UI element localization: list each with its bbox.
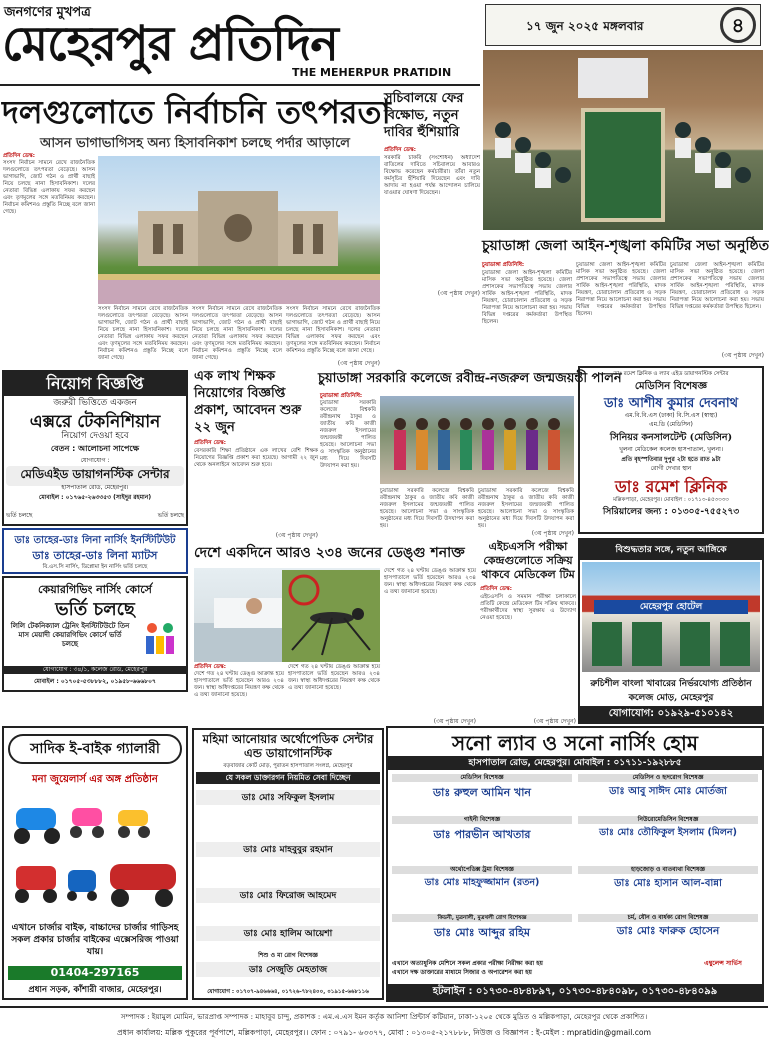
ad-mahima-doctor-4: ডাঃ মোঃ হালিম আয়েশা (196, 926, 380, 941)
sachib-continued: (৩য় পৃষ্ঠায় দেখুন) (437, 290, 480, 297)
teacher-body: বেসরকারি শিক্ষা প্রতিষ্ঠানে এক লাখের বেশি শিক্ষক নিয়োগের বিজ্ঞপ্তি প্রকাশ করা হয়েছে। আগামী ২২ জুন থেকে অনলাইনে আবেদন শুরু হবে। (194, 448, 318, 468)
ad-sono-spec-7: কিডনী, মুত্রনালী, মুত্রথলী রোগ বিশেষজ্ঞ (392, 914, 572, 922)
ad-recruitment-title: নিয়োগ বিজ্ঞপ্তি (4, 372, 186, 396)
ad-doctor-line1: ডাঃ রমেশ ক্লিনিক ও ল্যাব এইড ডায়াগনস্টিক সেন্টার (613, 371, 729, 377)
hsc-dateline: প্রতিদিন ডেস্ক: (480, 586, 512, 592)
teacher-dateline: প্রতিদিন ডেস্ক: (194, 440, 226, 446)
ad-recruitment (2, 370, 188, 526)
ad-ebike (2, 726, 188, 1000)
ad-nursing-title1: ডাঃ তাহের-ডাঃ লিনা নার্সিং ইনস্টিটিউট (14, 535, 176, 546)
hotel-sign: মেহেরপুর হোটেল (639, 602, 703, 612)
ad-doctor-degree2: এম.ডি (মেডিসিন) (649, 421, 693, 428)
ad-doctor-hospital: খুলনা মেডিকেল কলেজ হাসপাতাল, খুলনা। (619, 446, 723, 453)
ad-nursing-title2: ডাঃ তাহের-ডাঃ লিনা ম্যাটস (32, 549, 158, 562)
ad-doctor-clinic: ডাঃ রমেশ ক্লিনিক (614, 477, 728, 496)
sachib-dateline: প্রতিদিন ডেস্ক: (384, 147, 416, 153)
caregiving-logo (138, 620, 182, 660)
ad-sono-doctor-7: ডাঃ মোঃ আব্দুর রহিম (434, 926, 530, 939)
chuadanga-continued: (৩য় পৃষ্ঠায় দেখুন) (721, 352, 764, 359)
ad-ebike-title: সাদিক ই-বাইক গ্যালারী (8, 734, 182, 764)
college-continued: (৩য় পৃষ্ঠায় দেখুন) (531, 530, 574, 537)
dengue-body-col1: দেশে গত ২৪ ঘণ্টায় ডেঙ্গু আক্রান্ত হয়ে হাসপাতালে ভর্তি হয়েছেন আরও ২৩৪ জন। স্বাস্থ্য অধিদপ্তরের নিয়ন্ত্রণ কক্ষ থেকে এ তথ্য জানানো হয়েছে। (194, 671, 284, 698)
ad-sono-note1: এখানে অত্যাধুনিক মেশিনে সকল প্রকার পরীক্ষা নিরীক্ষা করা হয় (392, 960, 543, 967)
ad-sono-doctor-6: ডাঃ মোঃ হাসান আল-বান্না (614, 878, 722, 889)
ad-mahima-address: বড়বাজার কোর্ট মোড়, পুরাতন হাসপাতাল সংলগ্ন, মেহেরপুর (223, 763, 353, 769)
ad-doctor-specialty: মেডিসিন বিশেষজ্ঞ (634, 381, 708, 392)
lead-body-col3: সংসদ নির্বাচন সামনে রেখে রাজনৈতিক দলগুলোতে তৎপরতা বেড়েছে। আসন ভাগাভাগি, জোট গঠন ও প্রার্থী বাছাই নিয়ে চলছে নানা হিসাবনিকাশ। দলের নেতারা বিভিন্ন এলাকায় সফর করছেন এবং তৃণমূলের সঙ্গে মতবিনিময় করছেন। নির্বাচন কমিশনও প্রস্তুতি নিচ্ছে বলে জানা গেছে। (192, 306, 282, 361)
college-event-photo (380, 396, 574, 484)
dengue-continued: (৩য় পৃষ্ঠায় দেখুন) (433, 718, 476, 725)
dengue-body-col2: দেশে গত ২৪ ঘণ্টায় ডেঙ্গু আক্রান্ত হয়ে হাসপাতালে ভর্তি হয়েছেন আরও ২৩৪ জন। স্বাস্থ্য অধিদপ্তরের নিয়ন্ত্রণ কক্ষ থেকে এ তথ্য জানানো হয়েছে। (288, 664, 380, 691)
ad-medicine-doctor (578, 366, 764, 534)
chuadanga-dateline: চুয়াডাঙ্গা প্রতিনিধি: (482, 262, 525, 268)
college-body: চুয়াডাঙ্গা সরকারি কলেজে বিশ্বকবি রবীন্দ্রনাথ ঠাকুর ও জাতীয় কবি কাজী নজরুল ইসলামের জন্মজয়ন্তী পালিত হয়েছে। আলোচনা সভা ও সাংস্কৃতিক অনুষ্ঠানের মধ্য দিয়ে দিবসটি উদযাপন করা হয়। (320, 400, 376, 469)
ad-caregiving-sub: ভর্তি চলছে (55, 599, 135, 620)
footer-rule (0, 1006, 768, 1008)
dengue-dateline: প্রতিদিন ডেস্ক: (194, 664, 226, 670)
ad-sono (386, 726, 764, 1002)
chuadanga-body-col1: চুয়াডাঙ্গা জেলা আইন-শৃঙ্খলা কমিটির মাসিক সভা অনুষ্ঠিত হয়েছে। জেলা প্রশাসকের সভাপতিত্বে সভায় জেলার সার্বিক আইন-শৃঙ্খলা পরিস্থিতি, মাদক নিয়ন্ত্রণ, চোরাচালান প্রতিরোধ ও সড়ক নিরাপত্তা নিয়ে আলোচনা করা হয়। সভায় বিভিন্ন দপ্তরের কর্মকর্তারা উপস্থিত ছিলেন। (482, 270, 572, 325)
ad-mahima (192, 728, 384, 1000)
ad-nursing-note: বি.এস.সি নার্সিং, ডিপ্লোমা ইন নার্সিং ভর্তি চলছে (42, 564, 148, 570)
teacher-continued: (৩য় পৃষ্ঠায় দেখুন) (275, 532, 318, 539)
ad-sono-spec-8: চর্ম, যৌন ও বার্ধক্য রোগ বিশেষজ্ঞ (578, 914, 758, 922)
ad-mahima-tag: শিশু ও মা রোগ বিশেষজ্ঞ (258, 952, 318, 959)
lead-headline: দলগুলোতে নির্বাচনি তৎপরতা (2, 93, 391, 131)
ad-mahima-doctor-5: ডাঃ সেজুতি মেহতাজ (196, 962, 380, 977)
ad-recruitment-mobile: মোবাইল : ০১৭৬৫-২৬৩৩৫৩ (সাইদুর রহমান) (38, 494, 152, 501)
ad-hotel-line: রুচিশীল বাংলা খাবারের নির্ভরযোগ্য প্রতিষ্ঠান (590, 679, 752, 689)
ad-sono-doctor-1: ডাঃ রুহুল আমিন খান (433, 786, 531, 799)
sachib-body: সরকারি চাকরি (সংশোধন) অধ্যাদেশ বাতিলের দাবিতে সচিবালয়ে আবারও বিক্ষোভ করেছেন কর্মচারীরা। তাঁরা নতুন কর্মসূচির হুঁশিয়ারি দিয়েছেন এবং দাবি আদায় না হওয়া পর্যন্ত আন্দোলন চালিয়ে যাওয়ার ঘোষণা দিয়েছেন। (384, 155, 480, 196)
masthead-rule (0, 84, 480, 86)
footer-line1: সম্পাদক : ইয়ামুল মোমিন, ভারপ্রাপ্ত সম্পাদক : মাহাবুব চান্দু, প্রকাশক : এম.এ.এস ইমন কর্তৃক আনিশা প্রিন্টার্স কটিয়ান, ঢাকা-১২০৫ থেকে মুদ্রিত ও মল্লিকপাড়া, মেহেরপুর থেকে প্রকাশিত। (120, 1012, 648, 1021)
ad-mahima-doctor-1: ডাঃ মোঃ সফিকুল ইসলাম (196, 790, 380, 805)
ad-nursing-institute (2, 528, 188, 574)
ad-sono-spec-1: মেডিসিন বিশেষজ্ঞ (392, 774, 572, 782)
hsc-continued: (৩য় পৃষ্ঠায় দেখুন) (533, 718, 576, 725)
ad-doctor-schedule: প্রতি বৃহস্পতিবার দুপুর ২টা হতে রাত ৯টা (621, 456, 721, 463)
ad-sono-spec-2: মেডিসিন ও হৃদরোগ বিশেষজ্ঞ (578, 774, 758, 782)
ad-hotel-banner: বিশুদ্ধতার সঙ্গে, নতুন আঙ্গিকে (580, 540, 762, 560)
ad-ebike-sub: মনা জুয়েলার্স এর অঙ্গ প্রতিষ্ঠান (32, 774, 158, 785)
ad-sono-doctor-4: ডাঃ মোঃ তৌফিকুল ইসলাম (মিলন) (599, 827, 737, 838)
ad-mahima-title: মহিমা আনোয়ার অর্থোপেডিক সেন্টার এন্ড ডায়াগোনস্টিক (202, 732, 374, 760)
ad-caregiving-address: যোগাযোগ : ৩৪/১, কলেজ রোড, মেহেরপুর (4, 666, 186, 674)
lead-continued: (৩য় পৃষ্ঠায় দেখুন) (337, 360, 380, 367)
ad-sono-doctor-3: ডাঃ পারভীন আখতার (433, 828, 531, 841)
ad-sono-spec-6: হাড়জোড় ও বাতব্যথা বিশেষজ্ঞ (578, 866, 758, 874)
hsc-body: এইচএসসি ও সমমান পরীক্ষা চলাকালে প্রতিটি কেন্দ্রে মেডিকেল টিম সক্রিয় থাকবে। পরীক্ষার্থীদের স্বাস্থ্য সুরক্ষায় এ উদ্যোগ নেওয়া হয়েছে। (480, 594, 576, 621)
hsc-headline: এইচএসসি পরীক্ষা কেন্দ্রগুলোতে সক্রিয় থাকবে মেডিকেল টিম (481, 540, 575, 581)
issue-date: ১৭ জুন ২০২৫ মঙ্গলবার (526, 19, 644, 33)
lead-body-col4: সংসদ নির্বাচন সামনে রেখে রাজনৈতিক দলগুলোতে তৎপরতা বেড়েছে। আসন ভাগাভাগি, জোট গঠন ও প্রার্থী বাছাই নিয়ে চলছে নানা হিসাবনিকাশ। দলের নেতারা বিভিন্ন এলাকায় সফর করছেন এবং তৃণমূলের সঙ্গে মতবিনিময় করছেন। নির্বাচন কমিশনও প্রস্তুতি নিচ্ছে বলে জানা গেছে। (286, 306, 380, 354)
hotel-photo (582, 562, 760, 672)
ad-caregiving-body: লিলি টেকনিক্যাল ট্রেনিং ইনস্টিটিউটে তিন মাস মেয়াদী কেয়ারগিভিং কোর্সে ভর্তি চলছে (10, 622, 130, 648)
ad-hotel-contact: যোগাযোগ: ০১৯২৯-৫১০১৪২ (580, 706, 762, 722)
ad-recruitment-contact-label: যোগাযোগ : (80, 457, 110, 464)
ad-mahima-doctor-3: ডাঃ মোঃ ফিরোজ আহমেদ (196, 888, 380, 903)
page-number: ৪ (720, 7, 756, 43)
ad-recruitment-center: মেডিএইড ডায়াগনস্টিক সেন্টার (6, 466, 184, 486)
ad-sono-title: সনো ল্যাব ও সনো নার্সিং হোম (452, 731, 698, 755)
ad-recruitment-salary: বেতন : আলোচনা সাপেক্ষে (50, 444, 140, 453)
ad-sono-doctor-5: ডাঃ মোঃ মাহফুজ্জামান (রতন) (424, 877, 540, 888)
ad-recruitment-role: এক্সরে টেকনিশিয়ান (29, 412, 161, 432)
ad-caregiving-title: কেয়ারগিভিং নার্সিং কোর্সে (38, 583, 152, 596)
ad-hotel-address: কলেজ মোড়, মেহেরপুর (628, 693, 714, 703)
college-dateline: চুয়াডাঙ্গা প্রতিনিধি: (320, 393, 363, 399)
ad-sono-doctor-2: ডাঃ আবু সাঈদ মোঃ মোর্তজা (609, 786, 727, 797)
teacher-headline: এক লাখ শিক্ষক নিয়োগের বিজ্ঞপ্তি প্রকাশ, আবেদন শুরু ২২ জুন (194, 369, 302, 435)
lead-body-col2: সংসদ নির্বাচন সামনে রেখে রাজনৈতিক দলগুলোতে তৎপরতা বেড়েছে। আসন ভাগাভাগি, জোট গঠন ও প্রার্থী বাছাই নিয়ে চলছে নানা হিসাবনিকাশ। দলের নেতারা বিভিন্ন এলাকায় সফর করছেন এবং তৃণমূলের সঙ্গে মতবিনিময় করছেন। নির্বাচন কমিশনও প্রস্তুতি নিচ্ছে বলে জানা গেছে। (98, 306, 188, 361)
ad-doctor-degree: এম.বি.বি.এস (ঢাকা) বি.সি.এস (স্বাস্থ্য) (624, 412, 718, 419)
ad-recruitment-address: হাসপাতাল রোড, মেহেরপুর। (61, 484, 129, 491)
meeting-photo (483, 50, 763, 230)
ad-caregiving (2, 576, 188, 692)
ad-doctor-visit-label: রোগী দেখার স্থান (650, 465, 692, 472)
masthead (0, 0, 480, 84)
chuadanga-body-col3: চুয়াডাঙ্গা জেলা আইন-শৃঙ্খলা কমিটির মাসিক সভা অনুষ্ঠিত হয়েছে। জেলা প্রশাসকের সভাপতিত্বে সভায় জেলার সার্বিক আইন-শৃঙ্খলা পরিস্থিতি, মাদক নিয়ন্ত্রণ, চোরাচালান প্রতিরোধ ও সড়ক নিরাপত্তা নিয়ে আলোচনা করা হয়। সভায় বিভিন্ন দপ্তরের কর্মকর্তারা উপস্থিত ছিলেন। (670, 262, 764, 310)
footer-line2: প্রধান কার্যালয়: মল্লিক পুকুরের পূর্বপাশে, মল্লিকপাড়া, মেহেরপুর।। ফোন : ০৭৯১- ৬৩৩৭৭, মোবা : ০১৩০৫-২১৭৮৮৮, নিউজ ও বিজ্ঞাপন : ই-মেইল : mpratidin@gmail.com (117, 1028, 651, 1037)
chuadanga-headline: চুয়াডাঙ্গা জেলা আইন-শৃঙ্খলা কমিটির সভা অনুষ্ঠিত (482, 238, 769, 254)
ad-sono-hotline: হটলাইন : ০১৭৩০-৪৮৪৮৯৭, ০১৭৩০-৪৮৪০৯৮, ০১৭৩০-৪৮৪০৯৯ (388, 984, 762, 1000)
ad-hotel (578, 538, 764, 724)
paper-title: মেহেরপুর প্রতিদিন (2, 16, 338, 72)
ad-mahima-doctor-2: ডাঃ মোঃ মাহবুবুর রহমান (196, 842, 380, 857)
lead-body-col1: সংসদ নির্বাচন সামনে রেখে রাজনৈতিক দলগুলোতে তৎপরতা বেড়েছে। আসন ভাগাভাগি, জোট গঠন ও প্রার্থী বাছাই নিয়ে চলছে নানা হিসাবনিকাশ। দলের নেতারা বিভিন্ন এলাকায় সফর করছেন এবং তৃণমূলের সঙ্গে মতবিনিময় করছেন। নির্বাচন কমিশনও প্রস্তুতি নিচ্ছে বলে জানা গেছে। (3, 160, 95, 215)
paper-title-english: THE MEHERPUR PRATIDIN (292, 66, 452, 79)
ad-sono-spec-3: গাইনী বিশেষজ্ঞ (392, 816, 572, 824)
lead-subheadline: আসন ভাগাভাগিসহ অন্য হিসাবনিকাশ চলছে পর্দার আড়ালে (40, 136, 350, 151)
parliament-photo (98, 156, 380, 304)
ad-doctor-clinic-address: মল্লিকপাড়া, মেহেরপুর। মোবাইল : ০১৭১৩-৪৫৩৩৩৩ (613, 497, 729, 503)
ad-recruitment-tag1: ভর্তি চলছে (6, 512, 33, 519)
ad-mahima-banner: যে সকল ডাক্তারগন নিয়মিত সেবা দিচ্ছেন (196, 772, 380, 784)
chuadanga-body-col2: চুয়াডাঙ্গা জেলা আইন-শৃঙ্খলা কমিটির মাসিক সভা অনুষ্ঠিত হয়েছে। জেলা প্রশাসকের সভাপতিত্বে সভায় জেলার সার্বিক আইন-শৃঙ্খলা পরিস্থিতি, মাদক নিয়ন্ত্রণ, চোরাচালান প্রতিরোধ ও সড়ক নিরাপত্তা নিয়ে আলোচনা করা হয়। সভায় বিভিন্ন দপ্তরের কর্মকর্তারা উপস্থিত ছিলেন। (576, 262, 666, 317)
college-body-col3: চুয়াডাঙ্গা সরকারি কলেজে বিশ্বকবি রবীন্দ্রনাথ ঠাকুর ও জাতীয় কবি কাজী নজরুল ইসলামের জন্মজয়ন্তী পালিত হয়েছে। আলোচনা সভা ও সাংস্কৃতিক অনুষ্ঠানের মধ্য দিয়ে দিবসটি উদযাপন করা হয়। (478, 488, 574, 529)
ad-ebike-body: এখানে চার্জার বাইক, বাচ্চাদের চার্জার গাড়িসহ সকল প্রকার চার্জার বাইকের এক্সেসরিজ পাওয়া যায়। (11, 923, 179, 957)
ad-sono-spec-4: নিউরোমেডিসিন বিশেষজ্ঞ (578, 816, 758, 824)
ad-ebike-address: প্রধান সড়ক, কাঁশারী বাজার, মেহেরপুর। (28, 985, 162, 995)
ad-sono-doctor-8: ডাঃ মোঃ ফারুক হোসেন (616, 925, 720, 937)
ad-doctor-name: ডাঃ আশীষ কুমার দেবনাথ (603, 396, 739, 411)
ebike-products-image (6, 788, 184, 920)
ad-mahima-contact: যোগাযোগ : ০১৭০৭-৯৪৬৬৬৪, ০১৭২৬-৭৮২৪০০, ০১৯১৫-৬৬৮১১৬ (207, 989, 369, 995)
sachib-headline: সচিবালয়ে ফের বিক্ষোভ, নতুন দাবির হুঁশিয়ারি (384, 91, 464, 140)
ad-recruitment-line1: জরুরী ভিত্তিতে একজন (53, 398, 137, 408)
ad-caregiving-mobile: মোবাইল : ০১৭০৫-৫৩৮৮৮২, ০১৯৫৮-৬৬৬৮০৭ (34, 678, 156, 685)
ad-sono-ambulance: এম্বুলেন্স সার্ভিস (704, 960, 742, 967)
ad-ebike-phone: 01404-297165 (8, 966, 182, 980)
ad-doctor-serial: সিরিয়ালের জন্য : ০১৩০৫-৭৫৫২৭৩ (602, 507, 740, 517)
lead-dateline: প্রতিদিন ডেস্ক: (3, 153, 35, 159)
college-body-col2: চুয়াডাঙ্গা সরকারি কলেজে বিশ্বকবি রবীন্দ্রনাথ ঠাকুর ও জাতীয় কবি কাজী নজরুল ইসলামের জন্মজয়ন্তী পালিত হয়েছে। আলোচনা সভা ও সাংস্কৃতিক অনুষ্ঠানের মধ্য দিয়ে দিবসটি উদযাপন করা হয়। (380, 488, 474, 529)
ad-recruitment-line2: নিয়োগ দেওয়া হবে (61, 431, 129, 441)
ad-doctor-role: সিনিয়র কনসালটেন্ট (মেডিসিন) (609, 432, 733, 443)
ad-sono-note2: এখানে দক্ষ ডাক্তারের মাধ্যমে সিজার ও অপারেশন করা হয় (392, 969, 532, 976)
tagline: জনগণের মুখপত্র (4, 5, 91, 20)
dengue-body-col3: দেশে গত ২৪ ঘণ্টায় ডেঙ্গু আক্রান্ত হয়ে হাসপাতালে ভর্তি হয়েছেন আরও ২৩৪ জন। স্বাস্থ্য অধিদপ্তরের নিয়ন্ত্রণ কক্ষ থেকে এ তথ্য জানানো হয়েছে। (384, 568, 476, 595)
ad-recruitment-tag2: ভর্তি চলছে (157, 512, 184, 519)
dengue-headline: দেশে একদিনে আরও ২৩৪ জনের ডেঙ্গু শনাক্ত (194, 545, 465, 561)
ad-sono-spec-5: অর্থোপেডিক্স ট্রমা বিশেষজ্ঞ (392, 866, 572, 874)
ad-sono-address: হাসপাতাল রোড, মেহেরপুর। মোবাইল : ০১৭১১-১৯২৮৮৫ (388, 756, 762, 770)
college-headline: চুয়াডাঙ্গা সরকারি কলেজে রবীন্দ্র-নজরুল জন্মজয়ন্তী পালন (318, 371, 622, 386)
mosquito-photo (282, 570, 380, 662)
date-box (485, 4, 761, 46)
